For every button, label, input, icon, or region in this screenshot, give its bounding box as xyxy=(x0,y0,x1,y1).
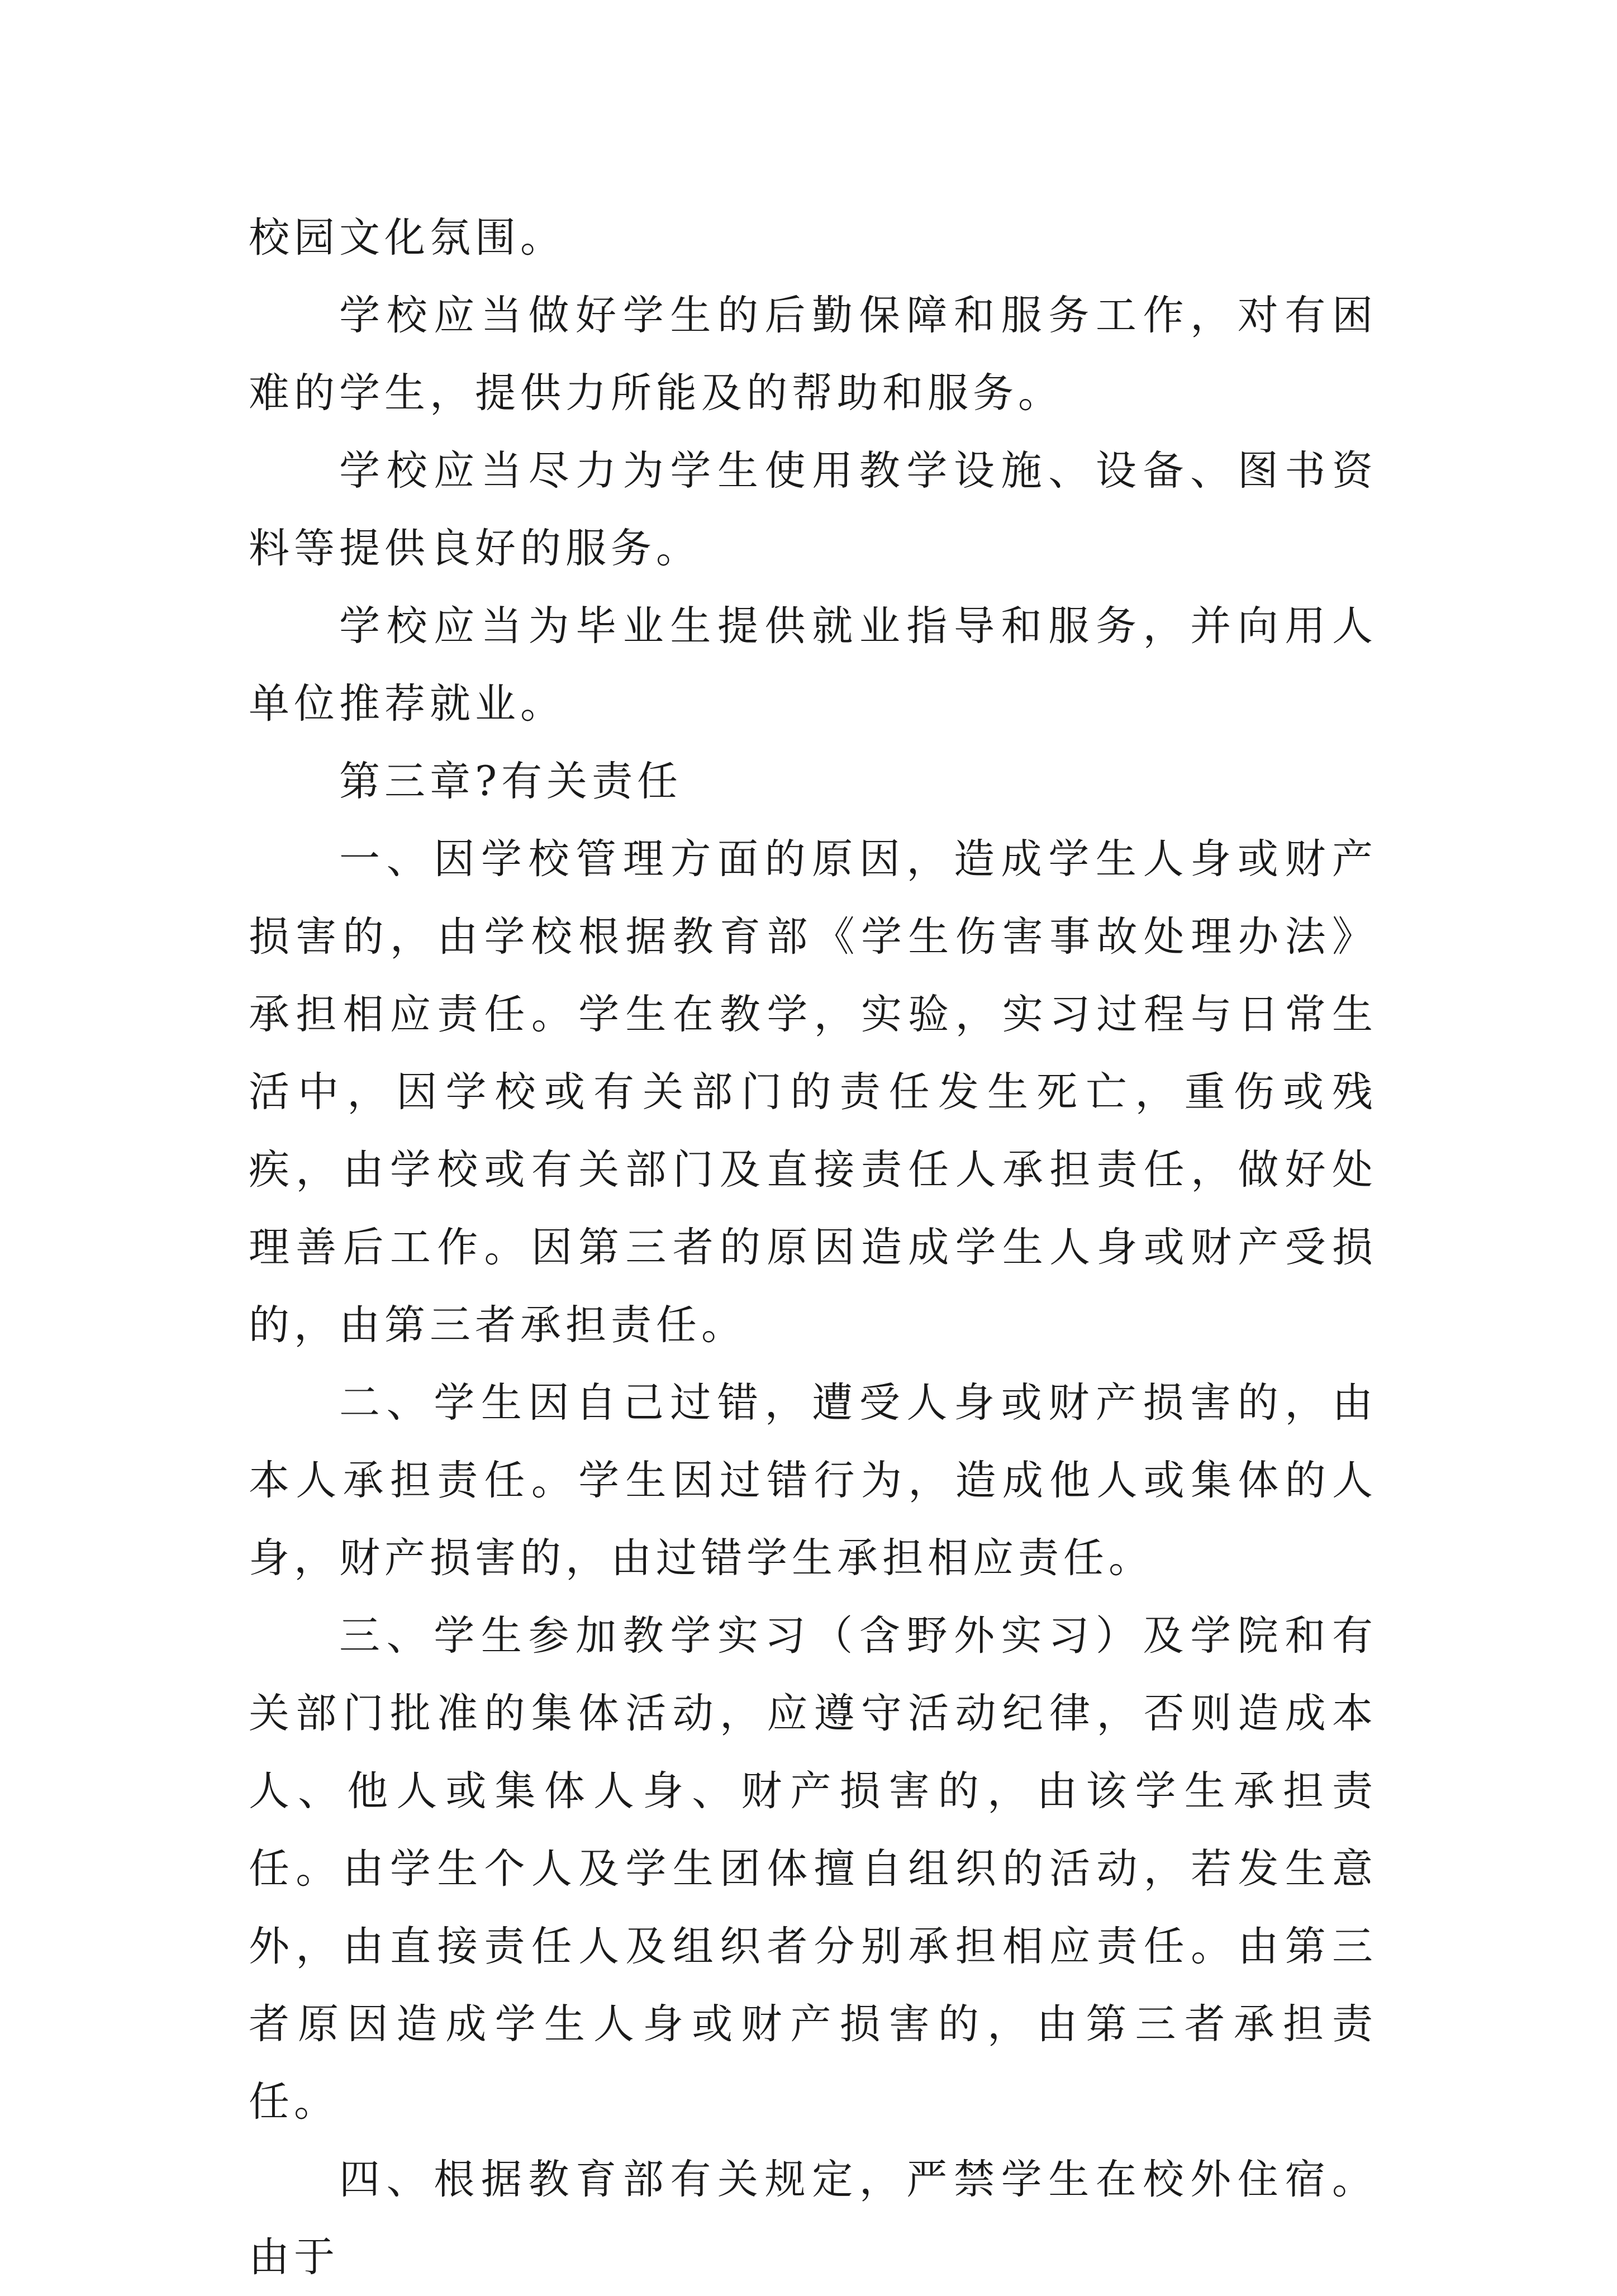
paragraph-2: 学校应当尽力为学生使用教学设施、设备、图书资料等提供良好的服务。 xyxy=(249,447,1377,572)
paragraph-5: 一、因学校管理方面的原因，造成学生人身或财产损害的，由学校根据教育部《学生伤害事故处理办法》承担相应责任。学生在教学，实验，实习过程与日常生活中，因学校或有关部门的责任发生死亡，重伤或残疾，由学校或有关部门及直接责任人承担责任，做好处理善后工作。因第三者的原因造成学生人身或财产受损的，由第三者承担责任。 xyxy=(249,835,1377,1349)
paragraph-8: 四、根据教育部有关规定，严禁学生在校外住宿。由于 xyxy=(249,2156,1377,2281)
paragraph-1: 学校应当做好学生的后勤保障和服务工作，对有困难的学生，提供力所能及的帮助和服务。 xyxy=(249,292,1377,417)
paragraph-6: 二、学生因自己过错，遭受人身或财产损害的，由本人承担责任。学生因过错行为，造成他人或集体的人身，财产损害的，由过错学生承担相应责任。 xyxy=(249,1379,1377,1582)
paragraph-7: 三、学生参加教学实习（含野外实习）及学院和有关部门批准的集体活动，应遵守活动纪律，否则造成本人、他人或集体人身、财产损害的，由该学生承担责任。由学生个人及学生团体擅自组织的活动，若发生意外，由直接责任人及组织者分别承担相应责任。由第三者原因造成学生人身或财产损害的，由第三者承担责任。 xyxy=(249,1612,1377,2126)
paragraph-0: 校园文化氛围。 xyxy=(249,214,565,262)
document-body xyxy=(249,199,1377,2296)
paragraph-3: 学校应当为毕业生提供就业指导和服务，并向用人单位推荐就业。 xyxy=(249,602,1377,728)
chapter-heading: 第三章?有关责任 xyxy=(339,758,683,805)
